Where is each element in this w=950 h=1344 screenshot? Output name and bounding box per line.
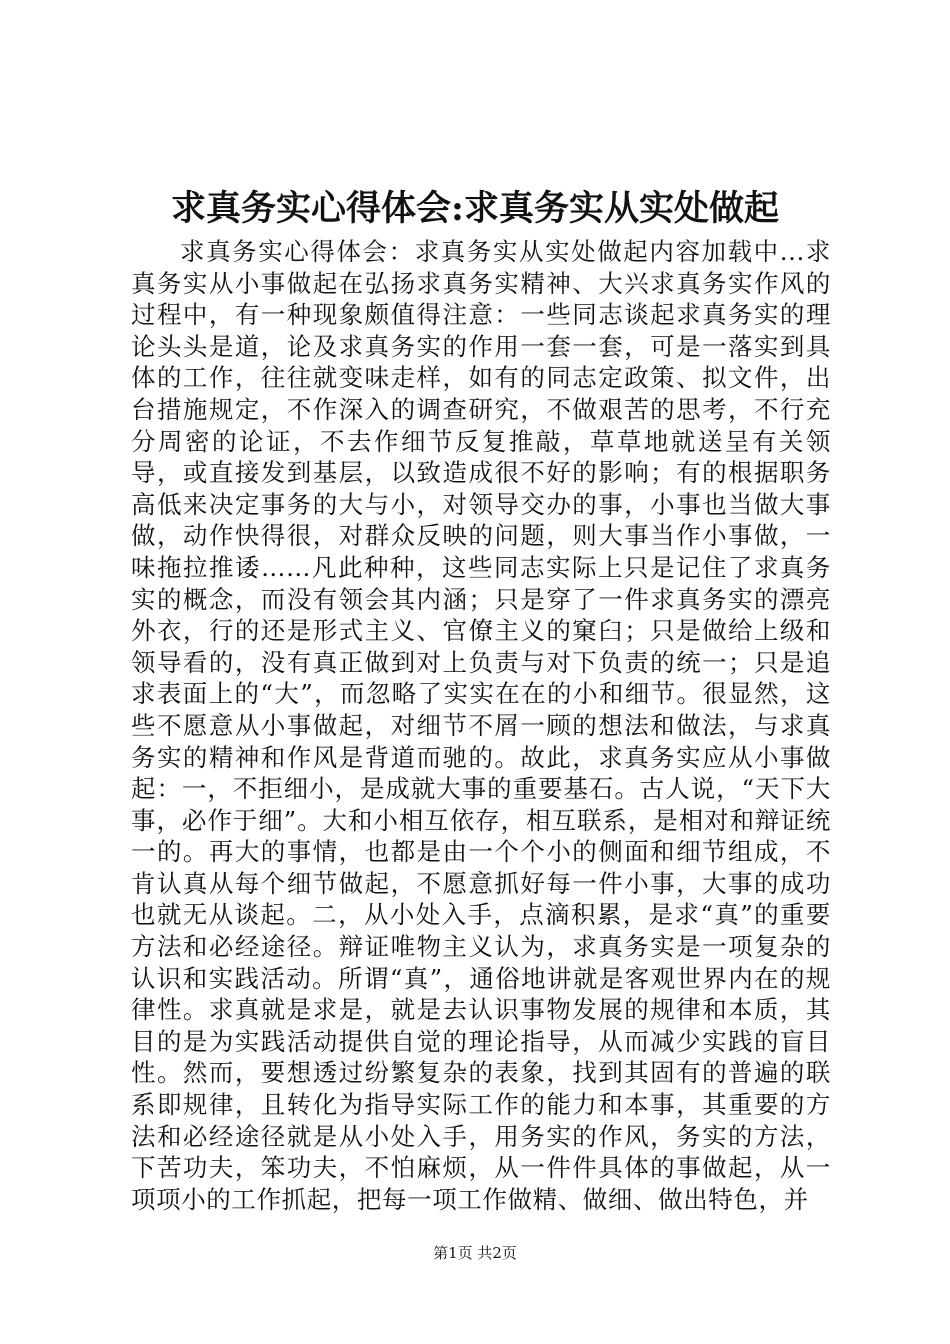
document-title: 求真务实心得体会:求真务实从实处做起 bbox=[171, 188, 779, 229]
document-body-paragraph: 求真务实心得体会：求真务实从实处做起内容加载中...求真务实从小事做起在弘扬求真务实精神、大兴求真务实作风的过程中，有一种现象颇值得注意：一些同志谈起求真务实的理论头头是道，论及求真务实的作用一套一套，可是一落实到具体的工作，往往就变味走样，如有的同志定政策、拟文件，出台措施规定，不作深入的调查研究，不做艰苦的思考，不行充分周密的论证，不去作细节反复推敲，草草地就送呈有关领导，或直接发到基层，以致造成很不好的影响；有的根据职务高低来决定事务的大与小，对领导交办的事，小事也当做大事做，动作快得很，对群众反映的问题，则大事当作小事做，一味拖拉推诿……凡此种种，这些同志实际上只是记住了求真务实的概念，而没有领会其内涵；只是穿了一件求真务实的漂亮外衣，行的还是形式主义、官僚主义的窠臼；只是做给上级和领导看的，没有真正做到对上负责与对下负责的统一；只是追求表面上的“大”，而忽略了实实在在的小和细节。很显然，这些不愿意从小事做起，对细节不屑一顾的想法和做法，与求真务实的精神和作风是背道而驰的。故此，求真务实应从小事做起：一，不拒细小，是成就大事的重要基石。古人说，“天下大事，必作于细”。大和小相互依存，相互联系，是相对和辩证统一的。再大的事情，也都是由一个个小的侧面和细节组成，不肯认真从每个细节做起，不愿意抓好每一件小事，大事的成功也就无从谈起。二，从小处入手，点滴积累，是求“真”的重要方法和必经途径。辩证唯物主义认为，求真务实是一项复杂的认识和实践活动。所谓“真”，通俗地讲就是客观世界内在的规律性。求真就是求是，就是去认识事物发展的规律和本质，其目的是为实践活动提供自觉的理论指导，从而减少实践的盲目性。然而，要想透过纷繁复杂的表象，找到其固有的普遍的联系即规律，且转化为指导实际工作的能力和本事，其重要的方法和必经途径就是从小处入手，用务实的作风，务实的方法，下苦功夫，笨功夫，不怕麻烦，从一件件具体的事做起，从一项项小的工作抓起，把每一项工作做精、做细、做出特色，并 bbox=[131, 237, 831, 1214]
page-number-footer: 第1页 共2页 bbox=[433, 1244, 517, 1262]
